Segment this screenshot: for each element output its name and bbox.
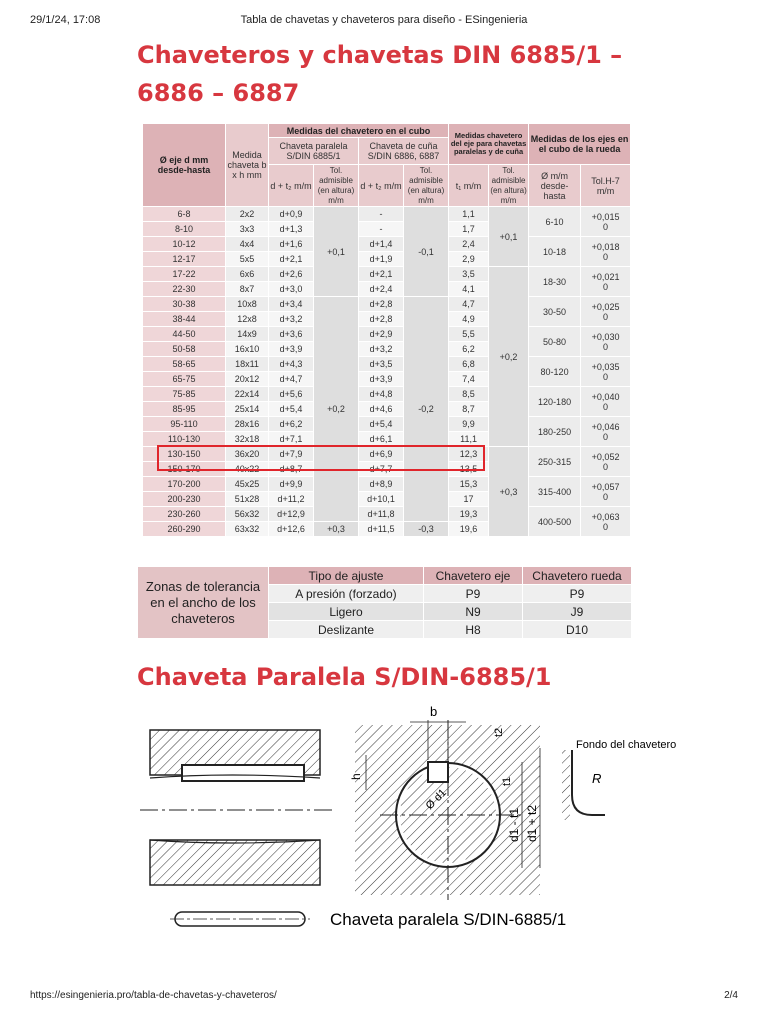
shaft-range-cell: 17-22 (143, 267, 226, 282)
wheel-tol-upper: +0,057 (591, 481, 620, 492)
parallel-d-t2-cell: d+4,7 (269, 372, 314, 387)
header-tol: Tol. admisible (en altura) m/m (404, 165, 449, 207)
keys-table-body (143, 207, 631, 537)
label-t2: t2 (493, 727, 505, 737)
parallel-d-t2-cell: d+3,9 (269, 342, 314, 357)
parallel-d-t2-cell: d+12,6 (269, 522, 314, 537)
shaft-range-cell: 95-110 (143, 417, 226, 432)
wedge-d-t2-cell: d+3,9 (359, 372, 404, 387)
key-drawing (130, 700, 677, 940)
key-size-cell: 32x18 (226, 432, 269, 447)
wheel-tol-cell (581, 207, 631, 237)
tolerance-table (137, 566, 632, 639)
key-size-cell: 36x20 (226, 447, 269, 462)
shaft-range-cell: 230-260 (143, 507, 226, 522)
parallel-d-t2-cell: d+3,0 (269, 282, 314, 297)
parallel-tol-cell: +0,1 (314, 207, 359, 297)
t1-cell: 11,1 (449, 432, 489, 447)
wheel-tol-upper: +0,035 (591, 361, 620, 372)
t1-cell: 8,7 (449, 402, 489, 417)
parallel-d-t2-cell: d+12,9 (269, 507, 314, 522)
key-row (143, 417, 631, 432)
print-header (30, 14, 738, 30)
key-size-cell: 28x16 (226, 417, 269, 432)
wheel-range-cell: 10-18 (529, 237, 581, 267)
key-top-view (170, 910, 566, 929)
wheel-tol-upper: +0,030 (591, 331, 620, 342)
t1-cell: 1,7 (449, 222, 489, 237)
wedge-d-t2-cell: d+2,9 (359, 327, 404, 342)
wheel-range-cell: 80-120 (529, 357, 581, 387)
label-b: b (430, 704, 438, 719)
shaft-range-cell: 85-95 (143, 402, 226, 417)
label-fondo: Fondo del chavetero (576, 739, 677, 751)
label-d1: Ø d1 (423, 786, 449, 813)
wheel-tol-cell (581, 327, 631, 357)
key-row (143, 267, 631, 282)
wheel-tol-cell (581, 477, 631, 507)
wedge-tol-cell: -0,1 (404, 207, 449, 297)
wheel-tol-cell (581, 507, 631, 537)
key-size-cell: 12x8 (226, 312, 269, 327)
shaft-range-cell: 10-12 (143, 237, 226, 252)
header-t1: t₁ m/m (449, 165, 489, 207)
tolerance-cell: Deslizante (269, 621, 424, 639)
key-row (143, 507, 631, 522)
parallel-d-t2-cell: d+8,7 (269, 462, 314, 477)
shaft-range-cell: 65-75 (143, 372, 226, 387)
parallel-tol-cell: +0,3 (314, 522, 359, 537)
t1-cell: 2,4 (449, 237, 489, 252)
tolerance-cell: Ligero (269, 603, 424, 621)
t1-cell: 3,5 (449, 267, 489, 282)
shaft-range-cell: 58-65 (143, 357, 226, 372)
wedge-tol-cell: -0,3 (404, 522, 449, 537)
wheel-tol-lower: 0 (603, 431, 609, 442)
key-size-cell: 45x25 (226, 477, 269, 492)
wheel-tol-lower: 0 (603, 461, 609, 472)
header-wheel-group: Medidas de los ejes en el cubo de la rueda (529, 124, 631, 165)
wheel-range-cell: 30-50 (529, 297, 581, 327)
wheel-tol-upper: +0,021 (591, 271, 620, 282)
tolerance-cell: N9 (424, 603, 523, 621)
tolerance-cell: P9 (523, 585, 632, 603)
wheel-tol-lower: 0 (603, 281, 609, 292)
wheel-tol-lower: 0 (603, 521, 609, 532)
key-row (143, 387, 631, 402)
page-heading: Chaveteros y chavetas DIN 6885/1 – 6886 – 6887 (137, 41, 623, 107)
wheel-tol-cell (581, 387, 631, 417)
key-row (143, 477, 631, 492)
wedge-d-t2-cell: d+2,8 (359, 312, 404, 327)
wedge-d-t2-cell: d+8,9 (359, 477, 404, 492)
keyway-detail (562, 739, 676, 820)
shaft-range-cell: 260-290 (143, 522, 226, 537)
shaft-tol-cell: +0,2 (489, 267, 529, 447)
header-wedge-key: Chaveta de cuña S/DIN 6886, 6887 (359, 138, 449, 165)
key-size-cell: 40x22 (226, 462, 269, 477)
shaft-range-cell: 130-150 (143, 447, 226, 462)
header-d-t2: d + t₂ m/m (269, 165, 314, 207)
header-tol: Tol. admisible (en altura) m/m (490, 165, 527, 205)
key-size-cell: 56x32 (226, 507, 269, 522)
print-url: https://esingenieria.pro/tabla-de-chavetas-y-chaveteros/ (30, 990, 277, 1001)
wedge-d-t2-cell: d+1,9 (359, 252, 404, 267)
key-size-cell: 3x3 (226, 222, 269, 237)
parallel-d-t2-cell: d+5,6 (269, 387, 314, 402)
header-parallel-key: Chaveta paralela S/DIN 6885/1 (269, 138, 359, 165)
wheel-tol-lower: 0 (603, 341, 609, 352)
wheel-tol-lower: 0 (603, 251, 609, 262)
key-size-cell: 6x6 (226, 267, 269, 282)
wheel-tol-cell (581, 357, 631, 387)
t1-cell: 9,9 (449, 417, 489, 432)
t1-cell: 6,8 (449, 357, 489, 372)
wedge-d-t2-cell: d+2,4 (359, 282, 404, 297)
wheel-tol-lower: 0 (603, 401, 609, 412)
wheel-tol-lower: 0 (603, 311, 609, 322)
label-h: h (349, 773, 363, 780)
t1-cell: 13,5 (449, 462, 489, 477)
page-number: 2/4 (724, 990, 738, 1001)
t1-cell: 7,4 (449, 372, 489, 387)
wedge-d-t2-cell: d+2,1 (359, 267, 404, 282)
wheel-tol-cell (581, 267, 631, 297)
key-size-cell: 2x2 (226, 207, 269, 222)
wheel-range-cell: 50-80 (529, 327, 581, 357)
wheel-tol-cell (581, 417, 631, 447)
parallel-d-t2-cell: d+5,4 (269, 402, 314, 417)
t1-cell: 5,5 (449, 327, 489, 342)
wheel-tol-upper: +0,025 (591, 301, 620, 312)
shaft-range-cell: 8-10 (143, 222, 226, 237)
wheel-tol-upper: +0,040 (591, 391, 620, 402)
parallel-d-t2-cell: d+3,6 (269, 327, 314, 342)
wedge-d-t2-cell: d+10,1 (359, 492, 404, 507)
shaft-range-cell: 150-170 (143, 462, 226, 477)
tolerance-cell: D10 (523, 621, 632, 639)
header-d-t2: d + t₂ m/m (359, 165, 404, 207)
shaft-range-cell: 6-8 (143, 207, 226, 222)
shaft-range-cell: 200-230 (143, 492, 226, 507)
wedge-d-t2-cell: d+6,9 (359, 447, 404, 462)
wedge-d-t2-cell: - (359, 207, 404, 222)
tolerance-header: Tipo de ajuste (269, 567, 424, 585)
t1-cell: 19,3 (449, 507, 489, 522)
wedge-d-t2-cell: d+3,2 (359, 342, 404, 357)
drawing-caption: Chaveta paralela S/DIN-6885/1 (330, 910, 567, 929)
wedge-tol-cell: -0,2 (404, 297, 449, 522)
parallel-d-t2-cell: d+11,2 (269, 492, 314, 507)
t1-cell: 12,3 (449, 447, 489, 462)
wheel-tol-lower: 0 (603, 491, 609, 502)
key-size-cell: 51x28 (226, 492, 269, 507)
shaft-side-view (140, 730, 335, 885)
key-size-cell: 8x7 (226, 282, 269, 297)
wedge-d-t2-cell: d+3,5 (359, 357, 404, 372)
header-wheel-diameter: Ø m/m desde-hasta (529, 165, 581, 207)
wheel-range-cell: 400-500 (529, 507, 581, 537)
tolerance-cell: A presión (forzado) (269, 585, 424, 603)
header-shaft-diameter: Ø eje d mm desde-hasta (143, 124, 226, 207)
wedge-d-t2-cell: d+5,4 (359, 417, 404, 432)
parallel-tol-cell: +0,2 (314, 297, 359, 522)
parallel-d-t2-cell: d+2,1 (269, 252, 314, 267)
shaft-range-cell: 12-17 (143, 252, 226, 267)
parallel-d-t2-cell: d+3,2 (269, 312, 314, 327)
section-heading: Chaveta Paralela S/DIN-6885/1 (137, 663, 552, 691)
parallel-d-t2-cell: d+1,6 (269, 237, 314, 252)
wheel-tol-upper: +0,063 (591, 511, 620, 522)
key-row (143, 327, 631, 342)
highlight-box (157, 445, 485, 471)
wheel-range-cell: 18-30 (529, 267, 581, 297)
t1-cell: 1,1 (449, 207, 489, 222)
key-row (143, 237, 631, 252)
header-tol: Tol. admisible (en altura) m/m (314, 165, 359, 207)
tolerance-title: Zonas de tolerancia en el ancho de los chaveteros (138, 567, 269, 639)
wheel-tol-cell (581, 447, 631, 477)
shaft-range-cell: 38-44 (143, 312, 226, 327)
key-size-cell: 20x12 (226, 372, 269, 387)
parallel-d-t2-cell: d+4,3 (269, 357, 314, 372)
parallel-d-t2-cell: d+3,4 (269, 297, 314, 312)
wedge-d-t2-cell: d+11,5 (359, 522, 404, 537)
shaft-range-cell: 75-85 (143, 387, 226, 402)
header-tol-h7: Tol.H-7 m/m (581, 165, 631, 207)
wheel-range-cell: 250-315 (529, 447, 581, 477)
tolerance-cell: P9 (424, 585, 523, 603)
wedge-d-t2-cell: d+4,8 (359, 387, 404, 402)
tolerance-header: Chavetero rueda (523, 567, 632, 585)
key-size-cell: 4x4 (226, 237, 269, 252)
tolerance-cell: J9 (523, 603, 632, 621)
label-t1: t1 (501, 776, 513, 786)
shaft-range-cell: 22-30 (143, 282, 226, 297)
wheel-tol-lower: 0 (603, 371, 609, 382)
shaft-cross-section (349, 704, 540, 900)
print-title: Tabla de chavetas y chaveteros para diseño - ESingenieria (240, 14, 528, 26)
wheel-range-cell: 180-250 (529, 417, 581, 447)
t1-cell: 17 (449, 492, 489, 507)
key-size-cell: 14x9 (226, 327, 269, 342)
t1-cell: 4,7 (449, 297, 489, 312)
tolerance-header: Chavetero eje (424, 567, 523, 585)
wedge-d-t2-cell: d+4,6 (359, 402, 404, 417)
header-key-size: Medida chaveta b x h mm (226, 124, 269, 207)
wedge-d-t2-cell: d+6,1 (359, 432, 404, 447)
parallel-d-t2-cell: d+6,2 (269, 417, 314, 432)
print-footer (30, 990, 738, 1004)
parallel-d-t2-cell: d+2,6 (269, 267, 314, 282)
header-hub-group: Medidas del chavetero en el cubo (269, 124, 449, 138)
wheel-range-cell: 120-180 (529, 387, 581, 417)
header-shaft-group: Medidas chavetero del eje para chavetas paralelas y de cuña (449, 124, 529, 165)
wheel-tol-upper: +0,015 (591, 211, 620, 222)
wedge-d-t2-cell: - (359, 222, 404, 237)
wedge-d-t2-cell: d+11,8 (359, 507, 404, 522)
key-size-cell: 25x14 (226, 402, 269, 417)
t1-cell: 15,3 (449, 477, 489, 492)
shaft-range-cell: 170-200 (143, 477, 226, 492)
shaft-range-cell: 44-50 (143, 327, 226, 342)
parallel-d-t2-cell: d+1,3 (269, 222, 314, 237)
wheel-tol-upper: +0,018 (591, 241, 620, 252)
wedge-d-t2-cell: d+7,7 (359, 462, 404, 477)
key-size-cell: 5x5 (226, 252, 269, 267)
parallel-d-t2-cell: d+7,1 (269, 432, 314, 447)
label-d1-t1: d1 - t1 (507, 807, 521, 842)
shaft-tol-cell: +0,3 (489, 447, 529, 537)
key-row (143, 357, 631, 372)
t1-cell: 6,2 (449, 342, 489, 357)
wheel-tol-cell (581, 297, 631, 327)
wheel-tol-upper: +0,052 (591, 451, 620, 462)
keys-table (142, 123, 631, 537)
print-date: 29/1/24, 17:08 (30, 14, 101, 26)
wheel-tol-upper: +0,046 (591, 421, 620, 432)
wedge-d-t2-cell: d+2,8 (359, 297, 404, 312)
parallel-d-t2-cell: d+7,9 (269, 447, 314, 462)
key-row (143, 297, 631, 312)
key-size-cell: 22x14 (226, 387, 269, 402)
t1-cell: 8,5 (449, 387, 489, 402)
key-size-cell: 10x8 (226, 297, 269, 312)
label-R: R (592, 771, 602, 786)
shaft-range-cell: 110-130 (143, 432, 226, 447)
wedge-d-t2-cell: d+1,4 (359, 237, 404, 252)
shaft-range-cell: 50-58 (143, 342, 226, 357)
key-size-cell: 63x32 (226, 522, 269, 537)
wheel-tol-cell (581, 237, 631, 267)
t1-cell: 4,9 (449, 312, 489, 327)
tolerance-cell: H8 (424, 621, 523, 639)
wheel-tol-lower: 0 (603, 221, 609, 232)
key-row (143, 207, 631, 222)
parallel-d-t2-cell: d+9,9 (269, 477, 314, 492)
wheel-range-cell: 315-400 (529, 477, 581, 507)
shaft-range-cell: 30-38 (143, 297, 226, 312)
t1-cell: 19,6 (449, 522, 489, 537)
shaft-tol-cell: +0,1 (489, 207, 529, 267)
key-size-cell: 16x10 (226, 342, 269, 357)
label-d1-t2: d1 + t2 (525, 804, 539, 842)
parallel-d-t2-cell: d+0,9 (269, 207, 314, 222)
key-size-cell: 18x11 (226, 357, 269, 372)
t1-cell: 2,9 (449, 252, 489, 267)
t1-cell: 4,1 (449, 282, 489, 297)
wheel-range-cell: 6-10 (529, 207, 581, 237)
